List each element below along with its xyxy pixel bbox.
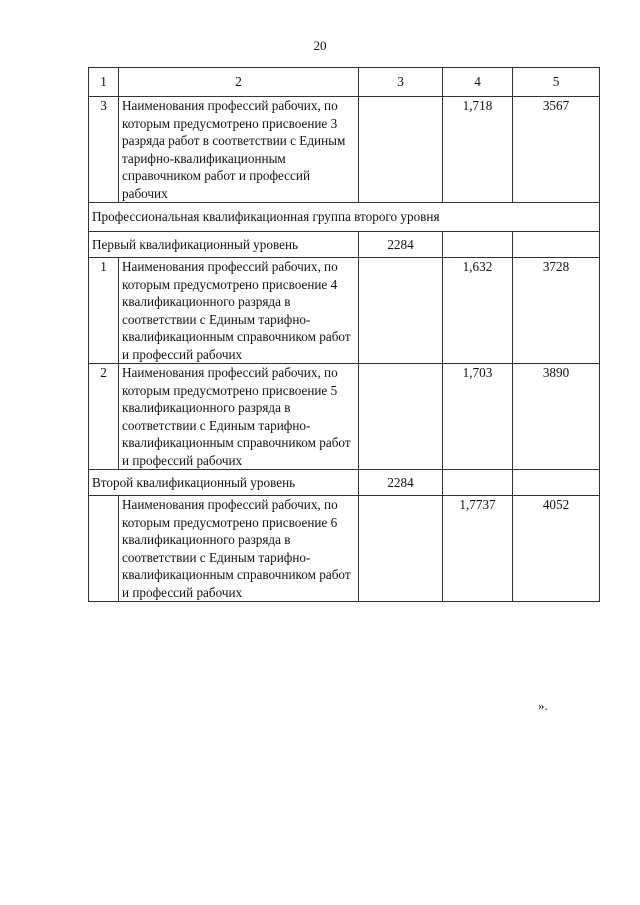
profession-description: Наименования профессий рабочих, по которым предусмотрено присвоение 6 квалификационного разряда в соответствии с Единым тарифно-квалификационным справочником работ и профессий рабочих xyxy=(119,496,359,602)
page-number: 20 xyxy=(313,38,327,53)
coefficient-cell: 1,632 xyxy=(443,258,513,364)
level-base-salary: 2284 xyxy=(359,470,443,496)
table-row xyxy=(89,97,600,203)
table-row xyxy=(89,258,600,364)
base-salary-cell xyxy=(359,97,443,203)
coefficient-cell: 1,703 xyxy=(443,364,513,470)
level-base-salary: 2284 xyxy=(359,232,443,258)
header-col-4: 4 xyxy=(443,68,513,97)
table-row xyxy=(89,364,600,470)
row-number: 1 xyxy=(89,258,119,364)
table-row xyxy=(89,496,600,602)
empty-cell xyxy=(513,470,600,496)
group-title: Профессиональная квалификационная группа второго уровня xyxy=(89,203,600,232)
header-col-1: 1 xyxy=(89,68,119,97)
salary-cell: 3728 xyxy=(513,258,600,364)
header-col-2: 2 xyxy=(119,68,359,97)
row-number: 3 xyxy=(89,97,119,203)
level-title: Первый квалификационный уровень xyxy=(89,232,359,258)
coefficient-cell: 1,718 xyxy=(443,97,513,203)
closing-quote-mark: ». xyxy=(538,698,548,713)
salary-cell: 3567 xyxy=(513,97,600,203)
salary-table xyxy=(88,67,600,602)
profession-description: Наименования профессий рабочих, по которым предусмотрено присвоение 5 квалификационного разряда в соответствии с Единым тарифно-квалификационным справочником работ и профессий рабочих xyxy=(119,364,359,470)
row-number xyxy=(89,496,119,602)
level-title: Второй квалификационный уровень xyxy=(89,470,359,496)
group-row xyxy=(89,203,600,232)
salary-cell: 3890 xyxy=(513,364,600,470)
header-col-5: 5 xyxy=(513,68,600,97)
table-header-row xyxy=(89,68,600,97)
empty-cell xyxy=(443,470,513,496)
salary-cell: 4052 xyxy=(513,496,600,602)
profession-description: Наименования профессий рабочих, по которым предусмотрено присвоение 4 квалификационного разряда в соответствии с Единым тарифно-квалификационным справочником работ и профессий рабочих xyxy=(119,258,359,364)
empty-cell xyxy=(513,232,600,258)
row-number: 2 xyxy=(89,364,119,470)
base-salary-cell xyxy=(359,258,443,364)
header-col-3: 3 xyxy=(359,68,443,97)
level-row xyxy=(89,470,600,496)
base-salary-cell xyxy=(359,496,443,602)
coefficient-cell: 1,7737 xyxy=(443,496,513,602)
base-salary-cell xyxy=(359,364,443,470)
level-row xyxy=(89,232,600,258)
profession-description: Наименования профессий рабочих, по которым предусмотрено присвоение 3 разряда работ в соответствии с Единым тарифно-квалификационным справочником работ и профессий рабочих xyxy=(119,97,359,203)
empty-cell xyxy=(443,232,513,258)
